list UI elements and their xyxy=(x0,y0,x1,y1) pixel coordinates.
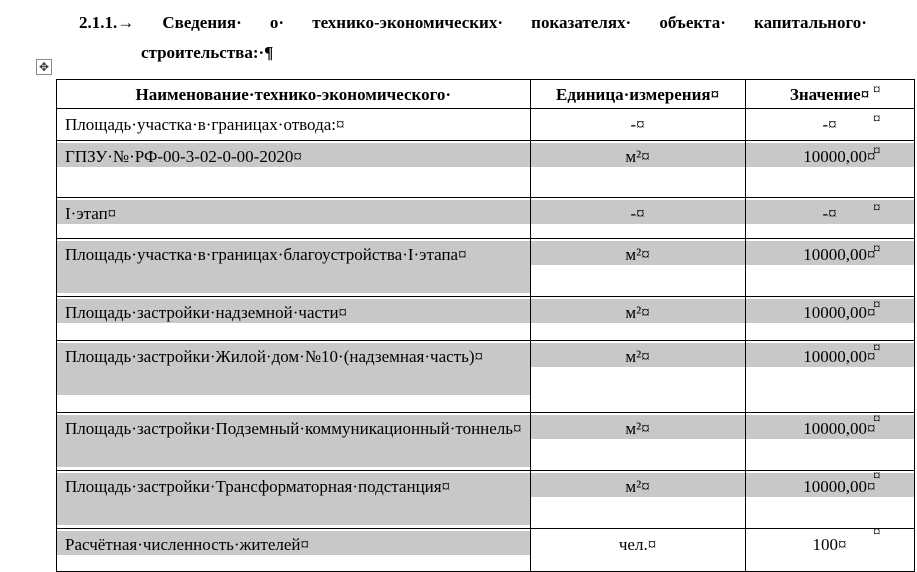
tep-table xyxy=(56,79,915,572)
table-row xyxy=(57,239,915,297)
row-end-mark: ¤ xyxy=(873,241,881,257)
unit-cell[interactable]: м²¤ xyxy=(530,141,745,198)
table-header-row xyxy=(57,80,915,109)
name-cell[interactable]: ГПЗУ·№·РФ-00-3-02-0-00-2020¤ xyxy=(57,141,531,198)
table-row xyxy=(57,141,915,198)
unit-cell[interactable]: м²¤ xyxy=(530,341,745,413)
value-cell[interactable]: 10000,00¤ xyxy=(745,239,914,297)
name-cell[interactable]: Площадь·застройки·надземной·части¤ xyxy=(57,297,531,341)
heading-number: 2.1.1.→ xyxy=(79,13,135,32)
unit-cell[interactable]: м²¤ xyxy=(530,413,745,471)
row-end-mark: ¤ xyxy=(873,297,881,313)
unit-cell[interactable]: -¤ xyxy=(530,109,745,141)
name-cell[interactable]: Площадь·застройки·Жилой·дом·№10·(надземная·часть)¤ xyxy=(57,341,531,413)
value-cell[interactable]: 10000,00¤ xyxy=(745,141,914,198)
name-cell[interactable]: Площадь·участка·в·границах·благоустройства·I·этапа¤ xyxy=(57,239,531,297)
unit-cell[interactable]: -¤ xyxy=(530,198,745,239)
table-row xyxy=(57,413,915,471)
table-row xyxy=(57,529,915,572)
heading-word: показателях· xyxy=(531,13,632,32)
table-row xyxy=(57,471,915,529)
unit-cell[interactable]: м²¤ xyxy=(530,471,745,529)
heading-line-2: строительства:·¶ xyxy=(141,43,274,62)
heading-word: Сведения· xyxy=(162,13,242,32)
table-move-handle-icon[interactable]: ✥ xyxy=(36,59,52,75)
table-row xyxy=(57,341,915,413)
row-end-mark: ¤ xyxy=(873,524,881,540)
name-cell[interactable]: I·этап¤ xyxy=(57,198,531,239)
row-end-mark: ¤ xyxy=(873,82,881,98)
section-heading xyxy=(79,8,867,68)
row-end-mark: ¤ xyxy=(873,468,881,484)
unit-cell[interactable]: чел.¤ xyxy=(530,529,745,572)
name-cell[interactable]: Площадь·застройки·Подземный·коммуникационный·тоннель¤ xyxy=(57,413,531,471)
row-end-mark: ¤ xyxy=(873,143,881,159)
header-cell-value[interactable]: Значение¤ xyxy=(745,80,914,109)
value-cell[interactable]: 10000,00¤ xyxy=(745,297,914,341)
heading-word: о· xyxy=(269,13,285,32)
unit-cell[interactable]: м²¤ xyxy=(530,239,745,297)
row-end-mark: ¤ xyxy=(873,111,881,127)
row-end-mark: ¤ xyxy=(873,200,881,216)
value-cell[interactable]: -¤ xyxy=(745,109,914,141)
value-cell[interactable]: 100¤ xyxy=(745,529,914,572)
table-row xyxy=(57,297,915,341)
heading-word: капитального· xyxy=(754,13,867,32)
name-cell[interactable]: Площадь·участка·в·границах·отвода:¤ xyxy=(57,109,531,141)
value-cell[interactable]: 10000,00¤ xyxy=(745,471,914,529)
name-cell[interactable]: Расчётная·численность·жителей¤ xyxy=(57,529,531,572)
heading-word: технико-экономических· xyxy=(312,13,504,32)
unit-cell[interactable]: м²¤ xyxy=(530,297,745,341)
value-cell[interactable]: -¤ xyxy=(745,198,914,239)
table-row xyxy=(57,109,915,141)
row-end-mark: ¤ xyxy=(873,411,881,427)
header-cell-unit[interactable]: Единица·измерения¤ xyxy=(530,80,745,109)
value-cell[interactable]: 10000,00¤ xyxy=(745,413,914,471)
name-cell[interactable]: Площадь·застройки·Трансформаторная·подстанция¤ xyxy=(57,471,531,529)
table-row xyxy=(57,198,915,239)
heading-word: объекта· xyxy=(659,13,726,32)
row-end-mark: ¤ xyxy=(873,340,881,356)
header-cell-name[interactable]: Наименование·технико-экономического· xyxy=(57,80,531,109)
value-cell[interactable]: 10000,00¤ xyxy=(745,341,914,413)
